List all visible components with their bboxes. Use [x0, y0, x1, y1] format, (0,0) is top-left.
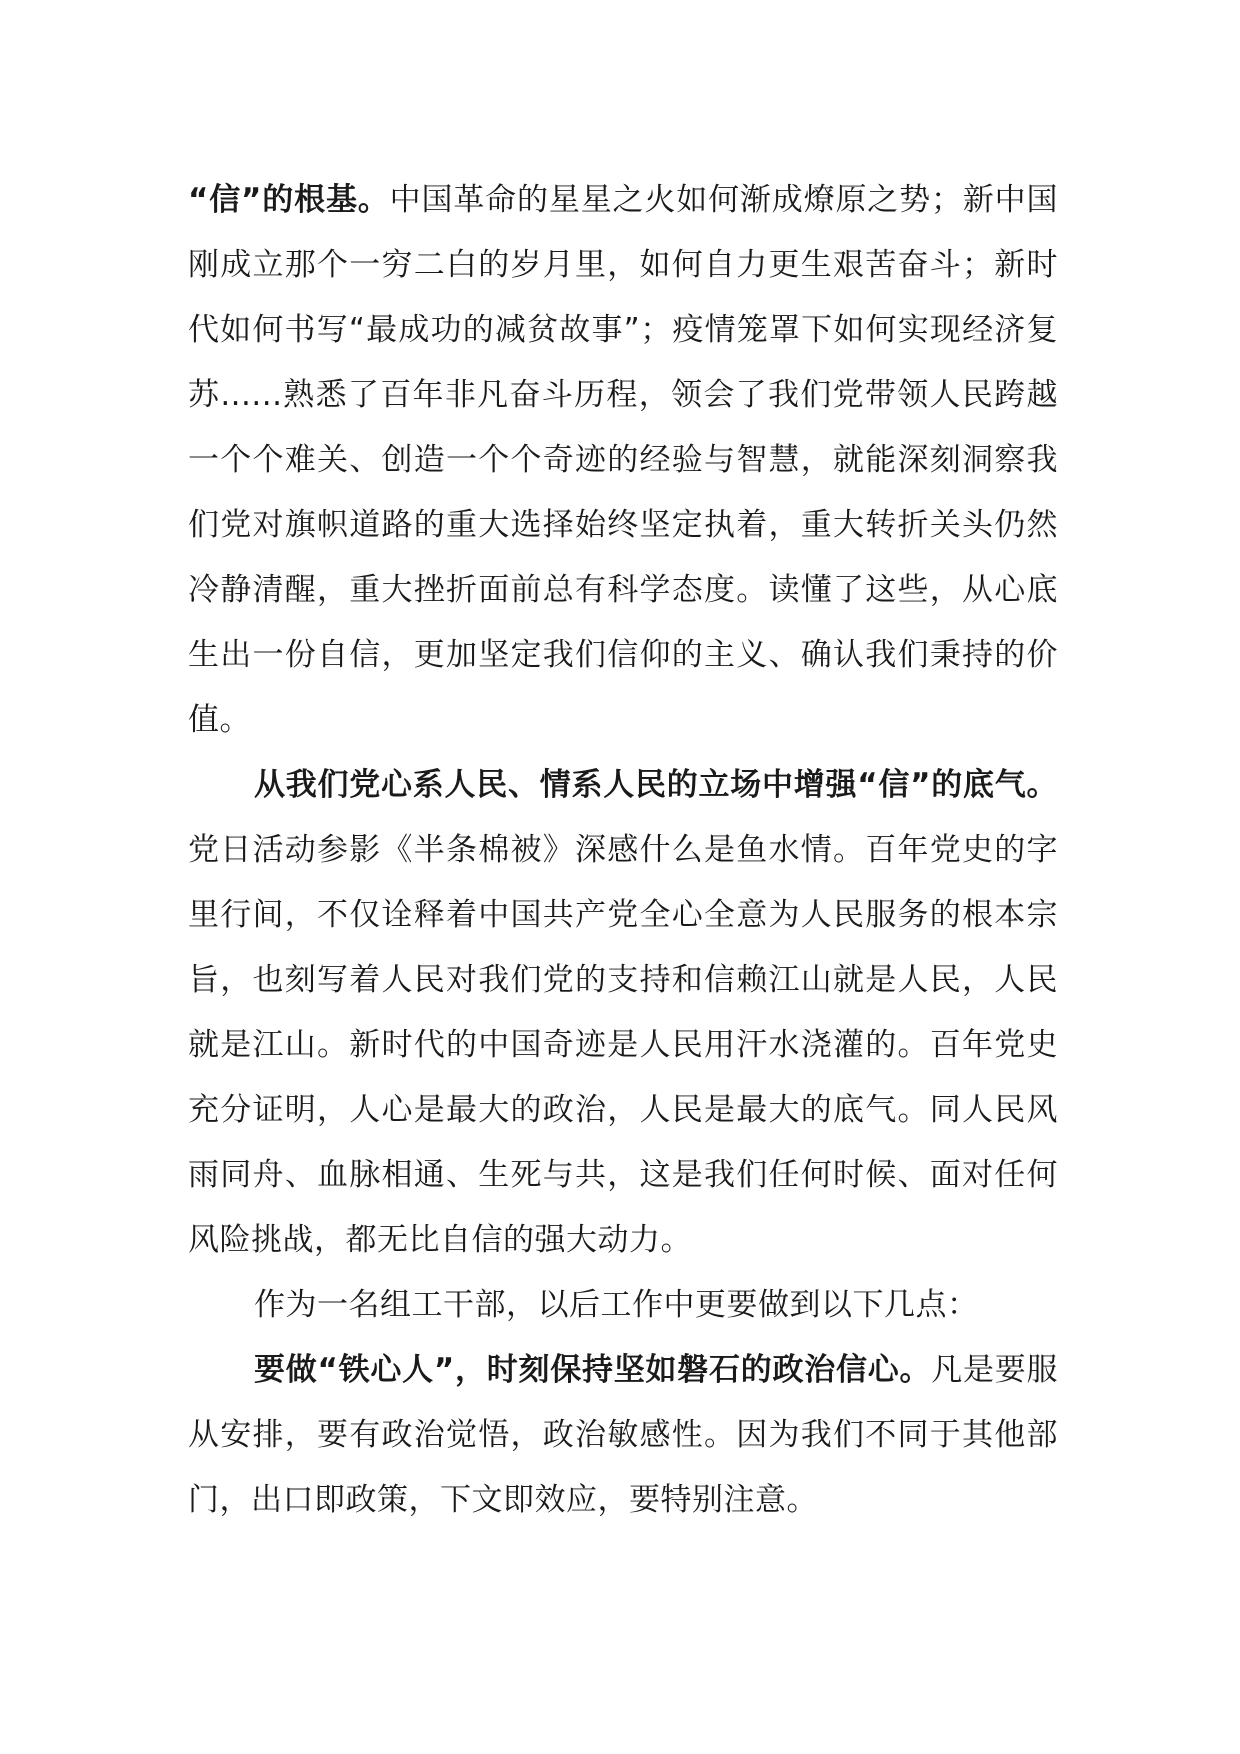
paragraph-text: 作为一名组工干部，以后工作中更要做到以下几点： — [254, 1287, 979, 1323]
paragraph-text: 党日活动参影《半条棉被》深感什么是鱼水情。百年党史的字里行间，不仅诠释着中国共产党全心全意为人民服务的根本宗旨，也刻写着人民对我们党的支持和信赖江山就是人民，人民就是江山。新时代的中国奇迹是人民用汗水浇灌的。百年党史充分证明，人心是最大的政治，人民是最大的底气。同人民风雨同舟、血脉相通、生死与共，这是我们任何时候、面对任何风险挑战，都无比自信的强大动力。 — [188, 832, 1058, 1258]
paragraph-heading: 要做“铁心人”，时刻保持坚如磐石的政治信心。 — [254, 1352, 932, 1388]
paragraph-text: 中国革命的星星之火如何渐成燎原之势；新中国刚成立那个一穷二白的岁月里，如何自力更生艰苦奋斗；新时代如何书写“最成功的减贫故事”；疫情笼罩下如何实现经济复苏......熟悉了百年非凡奋斗历程，领会了我们党带领人民跨越一个个难关、创造一个个奇迹的经验与智慧，就能深刻洞察我们党对旗帜道路的重大选择始终坚定执着，重大转折关头仍然冷静清醒，重大挫折面前总有科学态度。读懂了这些，从心底生出一份自信，更加坚定我们信仰的主义、确认我们秉持的价值。 — [188, 182, 1059, 738]
paragraph-heading: 从我们党心系人民、情系人民的立场中增强“信”的底气。 — [254, 767, 1058, 803]
paragraph-text: 凡是要服从安排，要有政治觉悟，政治敏感性。因为我们不同于其他部门，出口即政策，下文即效应，要特别注意。 — [188, 1352, 1058, 1518]
document-body — [188, 168, 1058, 1533]
paragraph-foundation — [188, 168, 1058, 753]
paragraph-iron-heart — [188, 1338, 1058, 1533]
paragraph-heading: “信”的根基。 — [188, 182, 390, 218]
paragraph-intro-points — [188, 1273, 1058, 1338]
paragraph-people-stance — [188, 753, 1058, 1273]
